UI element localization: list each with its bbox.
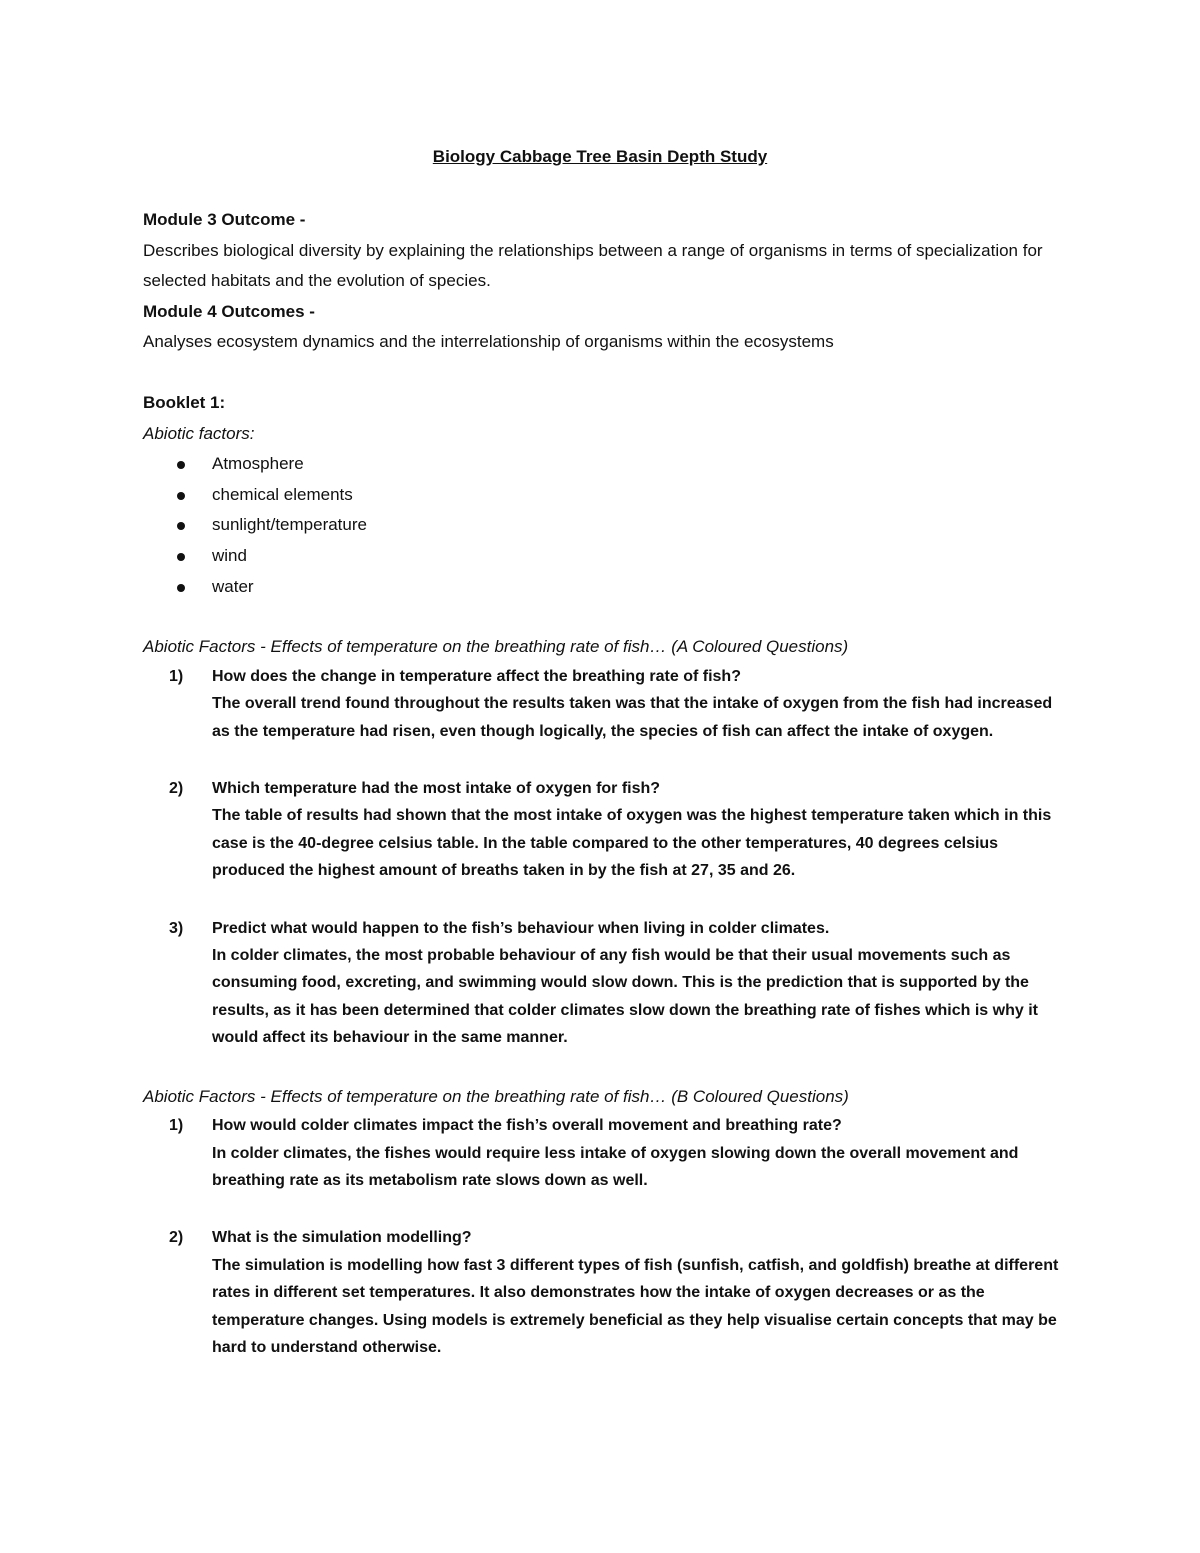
question-number: 3) [169,919,184,937]
abiotic-factors-list [143,449,1068,602]
bullet-icon [177,584,185,592]
module3-heading: Module 3 Outcome - [143,210,306,229]
list-item-label: water [212,576,254,596]
bullet-icon [177,522,185,530]
section-a-questions [143,663,1068,1052]
question-text: How does the change in temperature affect the breathing rate of fish? [212,667,741,685]
bullet-icon [177,553,185,561]
list-item-label: wind [212,545,247,565]
list-item [143,572,1068,603]
section-b-questions [143,1112,1068,1361]
question-item [143,1112,1068,1194]
spacer [143,885,1068,915]
question-item [143,1224,1068,1361]
question-text: Predict what would happen to the fish’s behaviour when living in colder climates. [212,919,830,937]
question-text: Which temperature had the most intake of oxygen for fish? [212,779,661,797]
module4-heading: Module 4 Outcomes - [143,301,315,321]
answer-text: In colder climates, the most probable behaviour of any fish would be that their usual movements such as consuming food, excreting, and swimming would slow down. This is the prediction that is supported by the results, as it has been determined that colder climates slow down the breathing rate of fishes which is why it would affect its behaviour in the same manner. [212,946,1038,1047]
answer-text: The simulation is modelling how fast 3 different types of fish (sunfish, catfish, and goldfish) breathe at different rates in different set temperatures. It also demonstrates how the intake of oxygen decreases or as the temperature changes. Using models is extremely beneficial as they help visualise certain concepts that may be hard to understand otherwise. [212,1256,1059,1357]
list-item [143,510,1068,541]
spacer [143,358,1068,388]
question-item [143,663,1068,745]
abiotic-factors-subheading: Abiotic factors: [143,423,255,443]
list-item-label: sunlight/temperature [212,515,367,535]
spacer [143,745,1068,775]
spacer [143,602,1068,632]
document-body [143,205,1068,1361]
bullet-icon [177,492,185,500]
answer-text: In colder climates, the fishes would require less intake of oxygen slowing down the overall movement and breathing rate as its metabolism rate slows down as well. [212,1144,1019,1189]
question-item [143,775,1068,885]
question-number: 2) [169,1229,184,1247]
spacer [143,1194,1068,1224]
spacer [143,1052,1068,1082]
section-a-heading: Abiotic Factors - Effects of temperature on the breathing rate of fish… (A Coloured Questions) [143,637,849,657]
list-item-label: Atmosphere [212,454,304,474]
answer-text: The table of results had shown that the most intake of oxygen was the highest temperature taken which in this case is the 40-degree celsius table. In the table compared to the other temperatures, 40 degrees celsius produced the highest amount of breaths taken in by the fish at 27, 35 and 26. [212,807,1052,880]
bullet-icon [177,461,185,469]
question-number: 2) [169,779,184,797]
booklet-heading: Booklet 1: [143,392,226,412]
list-item [143,480,1068,511]
question-number: 1) [169,1117,184,1135]
module3-text: Describes biological diversity by explaining the relationships between a range of organisms in terms of specialization for selected habitats and the evolution of species. [143,240,1043,291]
question-item [143,915,1068,1052]
answer-text: The overall trend found throughout the results taken was that the intake of oxygen from the fish had increased as the temperature had risen, even though logically, the species of fish can affect the intake of oxygen. [212,695,1053,740]
list-item [143,449,1068,480]
question-text: How would colder climates impact the fish’s overall movement and breathing rate? [212,1117,842,1135]
section-b-heading: Abiotic Factors - Effects of temperature on the breathing rate of fish… (B Coloured Questions) [143,1086,849,1106]
question-number: 1) [169,667,184,685]
list-item-label: chemical elements [212,484,353,504]
question-text: What is the simulation modelling? [212,1229,472,1247]
document-title: Biology Cabbage Tree Basin Depth Study [432,147,768,166]
list-item [143,541,1068,572]
module4-text: Analyses ecosystem dynamics and the interrelationship of organisms within the ecosystems [143,332,834,352]
